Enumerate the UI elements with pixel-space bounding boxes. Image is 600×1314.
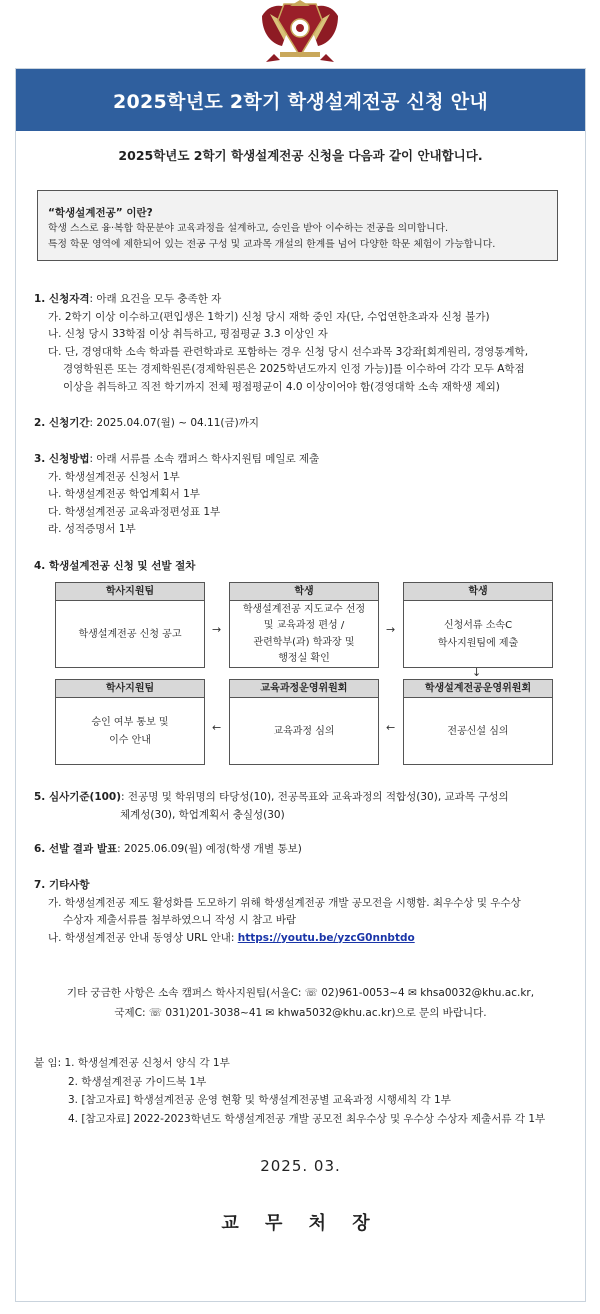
section-label: 4. 학생설계전공 신청 및 선발 절차 xyxy=(34,560,196,572)
section-label: 3. 신청방법 xyxy=(34,453,90,465)
section-eligibility xyxy=(34,291,528,396)
flow-step-text: 이수 안내 xyxy=(109,734,151,746)
section-label: 2. 신청기간 xyxy=(34,417,90,429)
flow-step-major-review xyxy=(403,679,553,765)
section-label: 1. 신청자격 xyxy=(34,293,90,305)
section-text: : 2025.04.07(월) ~ 04.11(금)까지 xyxy=(89,417,260,429)
section-procedure xyxy=(34,558,195,576)
attachment-item: 4. [참고자료] 2022-2023학년도 학생설계전공 개발 공모전 최우수상 및 우수상 수상자 제출서류 각 1부 xyxy=(68,1112,546,1125)
arrow-left-icon: ← xyxy=(386,721,396,734)
intro-text: 2025학년도 2학기 학생설계전공 신청을 다음과 같이 안내합니다. xyxy=(118,148,483,163)
section-criteria xyxy=(34,789,509,824)
attachment-item: 붙 임: 1. 학생설계전공 신청서 양식 각 1부 xyxy=(34,1057,230,1069)
attachment-item: 3. [참고자료] 학생설계전공 운영 현황 및 학생설계전공별 교육과정 시행세칙 각 1부 xyxy=(68,1094,451,1106)
flow-step-head: 학생 xyxy=(230,583,378,601)
section-text: : 2025.06.09(월) 예정(학생 개별 통보) xyxy=(117,843,302,855)
section-text: : 아래 요건을 모두 충족한 자 xyxy=(89,293,222,305)
list-item: 가. 2학기 이상 이수하고(편입생은 1학기) 신청 당시 재학 중인 자(단, 수업연한초과자 신청 불가) xyxy=(48,310,490,323)
arrow-down-icon: ↓ xyxy=(472,666,482,679)
attachment-item: 2. 학생설계전공 가이드북 1부 xyxy=(68,1075,207,1088)
flow-step-text: 관련학부(과) 학과장 및 xyxy=(253,636,355,648)
video-url-link[interactable]: https://youtu.be/yzcG0nnbtdo xyxy=(237,931,415,944)
flow-step-text: 전공신설 심의 xyxy=(447,725,509,737)
section-method xyxy=(34,451,319,539)
list-item: 경영학원론 또는 경제학원론(경제학원론은 2025학년도까지 인정 가능)]를 이수하여 각각 모두 A학점 xyxy=(63,363,525,375)
flow-step-head: 학생설계전공운영위원회 xyxy=(404,680,552,698)
flow-step-notice xyxy=(55,582,205,668)
section-text: : 아래 서류를 소속 캠퍼스 학사지원팀 메일로 제출 xyxy=(89,453,320,465)
flow-step-text: 학생설계전공 지도교수 선정 xyxy=(242,603,366,615)
list-item: 라. 성적증명서 1부 xyxy=(48,523,136,535)
flow-step-head: 교육과정운영위원회 xyxy=(230,680,378,698)
section-label: 6. 선발 결과 발표 xyxy=(34,843,118,855)
page-title: 2025학년도 2학기 학생설계전공 신청 안내 xyxy=(16,69,585,131)
list-item: 다. 단, 경영대학 소속 학과를 관련학과로 포함하는 경우 신청 당시 선수과목 3강좌[회계원리, 경영통계학, xyxy=(48,345,529,358)
section-label: 7. 기타사항 xyxy=(34,879,90,891)
section-period xyxy=(34,415,259,433)
flow-step-submit xyxy=(403,582,553,668)
definition-line: 특정 학문 영역에 제한되어 있는 전공 구성 및 교과목 개설의 한계를 넘어 다양한 학문 체험이 가능합니다. xyxy=(48,239,496,250)
notice-frame xyxy=(15,68,586,1302)
signature: 교 무 처 장 xyxy=(221,1213,380,1234)
flow-step-text: 행정실 확인 xyxy=(278,653,330,664)
flow-step-head: 학생 xyxy=(404,583,552,601)
list-item: 나. 학생설계전공 안내 동영상 URL 안내: xyxy=(48,931,238,944)
list-item: 다. 학생설계전공 교육과정편성표 1부 xyxy=(48,505,221,518)
flow-step-approval xyxy=(55,679,205,765)
flow-step-text: 신청서류 소속C xyxy=(443,619,513,631)
list-item: 가. 학생설계전공 제도 활성화를 도모하기 위해 학생설계전공 개발 공모전을 시행함. 최우수상 및 우수상 xyxy=(48,896,521,909)
section-label: 5. 심사기준(100) xyxy=(34,791,122,803)
flow-step-planning xyxy=(229,582,379,668)
section-etc xyxy=(34,877,521,947)
list-item: 가. 학생설계전공 신청서 1부 xyxy=(48,470,180,483)
flow-step-head: 학사지원팀 xyxy=(56,680,204,698)
section-text: 체계성(30), 학업계획서 충실성(30) xyxy=(120,808,285,821)
flow-step-text: 교육과정 심의 xyxy=(273,725,335,737)
contact-line: 기타 궁금한 사항은 소속 캠퍼스 학사지원팀(서울C: ☏ 02)961-0053~4 ✉ khsa0032@khu.ac.kr, xyxy=(66,987,535,999)
flow-step-text: 학생설계전공 신청 공고 xyxy=(78,628,182,640)
section-text: : 전공명 및 학위명의 타당성(10), 전공목표와 교육과정의 적합성(30), 교과목 구성의 xyxy=(121,791,509,803)
flow-step-text: 및 교육과정 편성 / xyxy=(263,620,345,631)
list-item: 나. 학생설계전공 학업계획서 1부 xyxy=(48,488,200,500)
flow-step-text: 학사지원팀에 제출 xyxy=(437,637,519,649)
contact-line: 국제C: ☏ 031)201-3038~41 ✉ khwa5032@khu.ac.kr)으로 문의 바랍니다. xyxy=(114,1007,487,1019)
definition-title: “학생설계전공” 이란? xyxy=(48,207,153,219)
flow-step-text: 승인 여부 통보 및 xyxy=(91,716,169,728)
arrow-right-icon: → xyxy=(386,623,396,636)
definition-line: 학생 스스로 융·복합 학문분야 교육과정을 설계하고, 승인을 받아 이수하는 전공을 의미합니다. xyxy=(48,223,449,234)
attachments xyxy=(34,1054,545,1128)
list-item: 나. 신청 당시 33학점 이상 취득하고, 평점평균 3.3 이상인 자 xyxy=(48,328,328,340)
definition-box xyxy=(37,190,558,261)
flow-step-curriculum-review xyxy=(229,679,379,765)
list-item: 수상자 제출서류를 첨부하였으니 작성 시 참고 바람 xyxy=(63,914,297,926)
issue-date: 2025. 03. xyxy=(260,1157,341,1175)
arrow-left-icon: ← xyxy=(212,721,222,734)
university-seal-icon xyxy=(0,0,600,68)
arrow-right-icon: → xyxy=(212,623,222,636)
list-item: 이상을 취득하고 직전 학기까지 전체 평점평균이 4.0 이상이어야 함(경영대학 소속 재학생 제외) xyxy=(63,380,500,393)
contact-info xyxy=(16,983,585,1023)
section-announcement xyxy=(34,841,302,859)
flow-step-head: 학사지원팀 xyxy=(56,583,204,601)
